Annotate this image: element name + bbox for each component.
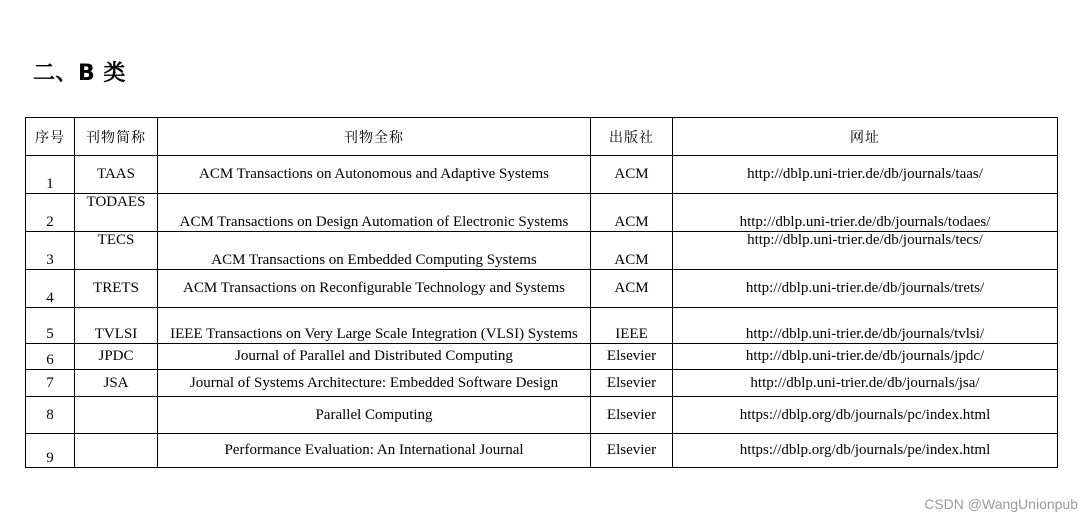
table-row bbox=[26, 270, 1058, 308]
cell-abbr: TODAES bbox=[75, 194, 158, 232]
cell-no: 5 bbox=[26, 308, 75, 344]
watermark: CSDN @WangUnionpub bbox=[924, 496, 1078, 512]
cell-no: 1 bbox=[26, 156, 75, 194]
cell-url[interactable]: http://dblp.uni-trier.de/db/journals/trets/ bbox=[673, 270, 1058, 308]
table-row bbox=[26, 308, 1058, 344]
cell-no: 4 bbox=[26, 270, 75, 308]
cell-full-name: ACM Transactions on Design Automation of Electronic Systems bbox=[158, 194, 591, 232]
table-row bbox=[26, 370, 1058, 397]
table-row bbox=[26, 156, 1058, 194]
cell-abbr: TVLSI bbox=[75, 308, 158, 344]
cell-abbr: TAAS bbox=[75, 156, 158, 194]
cell-no: 6 bbox=[26, 344, 75, 370]
cell-url[interactable]: http://dblp.uni-trier.de/db/journals/tvlsi/ bbox=[673, 308, 1058, 344]
cell-abbr bbox=[75, 434, 158, 468]
cell-full-name: IEEE Transactions on Very Large Scale Integration (VLSI) Systems bbox=[158, 308, 591, 344]
header-no: 序号 bbox=[26, 118, 75, 156]
journal-table bbox=[25, 117, 1058, 468]
cell-abbr: TECS bbox=[75, 232, 158, 270]
table-row bbox=[26, 397, 1058, 434]
table-row bbox=[26, 344, 1058, 370]
cell-url[interactable]: http://dblp.uni-trier.de/db/journals/jpdc/ bbox=[673, 344, 1058, 370]
cell-publisher: Elsevier bbox=[591, 344, 673, 370]
header-abbr: 刊物简称 bbox=[75, 118, 158, 156]
table-row bbox=[26, 194, 1058, 232]
cell-abbr: JSA bbox=[75, 370, 158, 397]
cell-no: 3 bbox=[26, 232, 75, 270]
cell-abbr: TRETS bbox=[75, 270, 158, 308]
cell-full-name: ACM Transactions on Embedded Computing Systems bbox=[158, 232, 591, 270]
cell-full-name: Journal of Systems Architecture: Embedded Software Design bbox=[158, 370, 591, 397]
cell-no: 8 bbox=[26, 397, 75, 434]
cell-url[interactable]: http://dblp.uni-trier.de/db/journals/todaes/ bbox=[673, 194, 1058, 232]
cell-no: 2 bbox=[26, 194, 75, 232]
table-row bbox=[26, 232, 1058, 270]
header-full-name: 刊物全称 bbox=[158, 118, 591, 156]
cell-abbr: JPDC bbox=[75, 344, 158, 370]
cell-url[interactable]: http://dblp.uni-trier.de/db/journals/tecs/ bbox=[673, 232, 1058, 270]
cell-url[interactable]: https://dblp.org/db/journals/pe/index.html bbox=[673, 434, 1058, 468]
cell-full-name: Parallel Computing bbox=[158, 397, 591, 434]
cell-publisher: Elsevier bbox=[591, 370, 673, 397]
header-publisher: 出版社 bbox=[591, 118, 673, 156]
cell-publisher: ACM bbox=[591, 156, 673, 194]
cell-full-name: Performance Evaluation: An International Journal bbox=[158, 434, 591, 468]
cell-no: 7 bbox=[26, 370, 75, 397]
cell-publisher: Elsevier bbox=[591, 434, 673, 468]
cell-abbr bbox=[75, 397, 158, 434]
cell-url[interactable]: https://dblp.org/db/journals/pc/index.html bbox=[673, 397, 1058, 434]
section-title: 二、B 类 bbox=[33, 61, 126, 86]
cell-full-name: ACM Transactions on Autonomous and Adaptive Systems bbox=[158, 156, 591, 194]
cell-no: 9 bbox=[26, 434, 75, 468]
cell-url[interactable]: http://dblp.uni-trier.de/db/journals/taas/ bbox=[673, 156, 1058, 194]
cell-url[interactable]: http://dblp.uni-trier.de/db/journals/jsa/ bbox=[673, 370, 1058, 397]
cell-full-name: Journal of Parallel and Distributed Computing bbox=[158, 344, 591, 370]
cell-full-name: ACM Transactions on Reconfigurable Technology and Systems bbox=[158, 270, 591, 308]
table-row bbox=[26, 434, 1058, 468]
cell-publisher: IEEE bbox=[591, 308, 673, 344]
cell-publisher: ACM bbox=[591, 270, 673, 308]
cell-publisher: ACM bbox=[591, 194, 673, 232]
header-url: 网址 bbox=[673, 118, 1058, 156]
cell-publisher: Elsevier bbox=[591, 397, 673, 434]
table-header-row bbox=[26, 118, 1058, 156]
cell-publisher: ACM bbox=[591, 232, 673, 270]
